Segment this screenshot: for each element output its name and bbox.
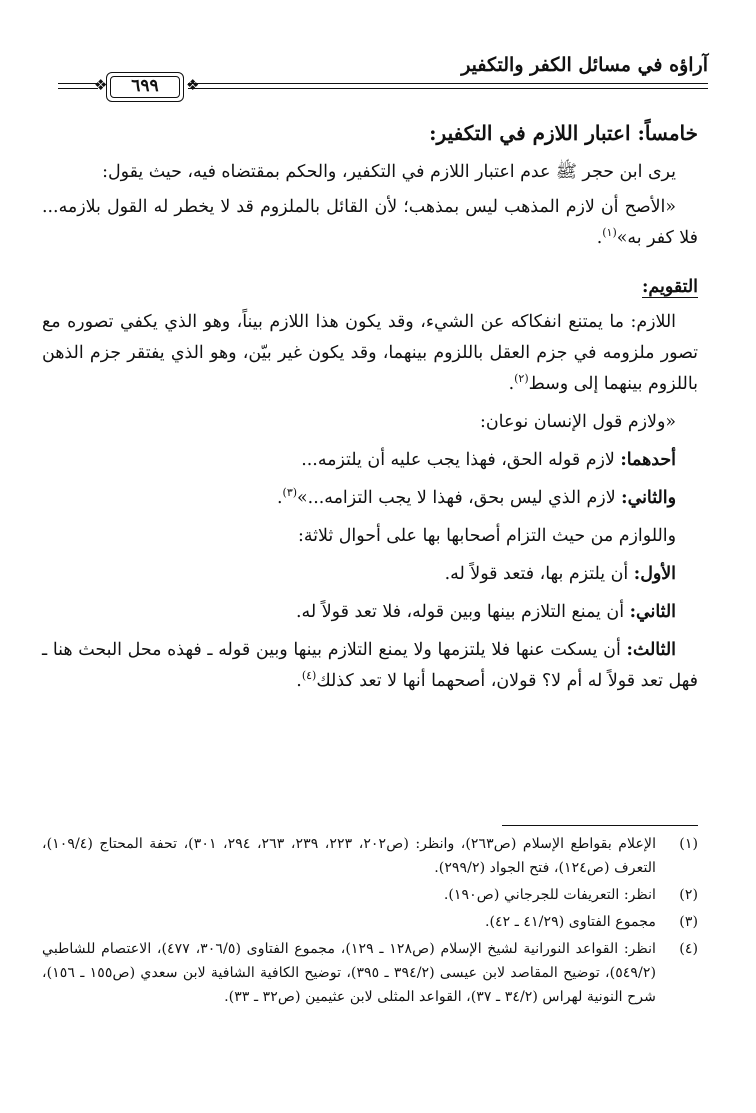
main-text [42, 118, 698, 697]
list-item [42, 445, 698, 476]
footnote [42, 937, 698, 1009]
intro-paragraph: يرى ابن حجر ﷺ عدم اعتبار اللازم في التكفير، والحكم بمقتضاه فيه، حيث يقول: [102, 162, 676, 182]
item-text: أن يلتزم بها، فتعد قولاً له. [444, 564, 629, 584]
definition-text: اللازم: ما يمتنع انفكاكه عن الشيء، وقد يكون هذا اللازم بيناً، وهو الذي يكفي تصوره مع تصور ملزومه في جزم العقل باللزوم بينهما، وقد يكون غير بيّن، وهو الذي يفتقر جزم الذهن باللزوم بينهما إلى وسط [42, 312, 698, 394]
heading-number: خامساً: [637, 121, 698, 145]
running-title: آراؤه في مسائل الكفر والتكفير [461, 54, 708, 76]
quote-end: . [596, 228, 603, 248]
list-item [42, 483, 698, 514]
ornament-icon: ❖ [94, 76, 108, 94]
footnote-number: (٢) [679, 887, 698, 903]
footnote-text: انظر: القواعد النورانية لشيخ الإسلام (ص١٢٨ ـ ١٢٩)، مجموع الفتاوى (٣٠٦/٥، ٤٧٧)، الاعتصام للشاطبي (٥٤٩/٢)، توضيح المقاصد لابن عيسى (٣٩٤/٢ ـ ٣٩٥)، توضيح الكافية الشافية لابن سعدي (ص١٥٥ ـ ١٥٦)، شرح النونية لهراس (٣٤/٢ ـ ٣٧)، القواعد المثلى لابن عثيمين (ص٣٢ ـ ٣٣). [42, 941, 656, 1005]
footnote [42, 910, 698, 934]
quote-paragraph [42, 192, 698, 254]
footnote-ref: (٣) [282, 486, 298, 500]
list-item [42, 635, 698, 697]
definition-paragraph [42, 307, 698, 400]
item-end: . [296, 671, 302, 691]
section-heading [42, 118, 698, 149]
item-label: الثاني: [629, 602, 676, 622]
footnote-text: الإعلام بقواطع الإسلام (ص٢٦٣)، وانظر: (ص٢٠٢، ٢٢٣، ٢٣٩، ٢٦٣، ٢٩٤، ٣٠١)، تحفة المحتاج (١٠٩/٤)، التعرف (ص١٢٤)، فتح الجواد (٢٩٩/٢). [42, 836, 657, 876]
header-rule-left-bottom [58, 88, 98, 89]
page-header [58, 52, 708, 102]
footnote-number: (١) [679, 836, 698, 852]
footnote-text: انظر: التعريفات للجرجاني (ص١٩٠). [443, 887, 656, 903]
list-item [42, 597, 698, 628]
item-label: الثالث: [626, 640, 676, 660]
footnote [42, 832, 698, 880]
footnote-separator [502, 825, 698, 826]
item-text: أن يسكت عنها فلا يلتزمها ولا يمنع التلازم بينها وبين قوله ـ فهذه محل البحث هنا ـ فهل تعد قولاً له أم لا؟ قولان، أصحهما أنها لا تعد كذلك [42, 640, 698, 691]
item-text: لازم الذي ليس بحق، فهذا لا يجب التزامه...» [297, 488, 616, 508]
footnote-ref: (٢) [514, 372, 529, 386]
states-intro: واللوازم من حيث التزام أصحابها بها على أحوال ثلاثة: [297, 526, 676, 546]
quote-text: «الأصح أن لازم المذهب ليس بمذهب؛ لأن القائل بالملزوم قد لا يخطر له القول بلازمه... فلا كفر به» [42, 197, 698, 248]
footnote-number: (٤) [679, 941, 698, 957]
footnote-ref: (٤) [301, 669, 317, 683]
header-rule-top [188, 83, 708, 84]
item-label: أحدهما: [620, 450, 676, 470]
definition-end: . [508, 374, 515, 394]
footnote-text: مجموع الفتاوى (٤١/٢٩ ـ ٤٢). [484, 914, 656, 930]
list-item [42, 559, 698, 590]
item-label: الأول: [633, 564, 676, 584]
page-number-frame [106, 72, 184, 102]
item-end: . [277, 488, 283, 508]
evaluation-heading: التقويم: [642, 277, 698, 297]
item-text: لازم قوله الحق، فهذا يجب عليه أن يلتزمه... [301, 450, 615, 470]
footnote-ref: (١) [602, 226, 617, 240]
footnotes [42, 832, 698, 1012]
header-rule-left-top [58, 83, 98, 84]
footnote [42, 883, 698, 907]
heading-title: اعتبار اللازم في التكفير: [429, 121, 631, 145]
item-text: أن يمنع التلازم بينها وبين قوله، فلا تعد قولاً له. [296, 602, 625, 622]
footnote-number: (٣) [679, 914, 698, 930]
item-label: والثاني: [621, 488, 676, 508]
header-rule-bottom [188, 88, 708, 89]
ornament-icon: ❖ [186, 76, 200, 94]
page-number: ٦٩٩ [131, 76, 159, 96]
quote-intro: «ولازم قول الإنسان نوعان: [480, 412, 676, 432]
